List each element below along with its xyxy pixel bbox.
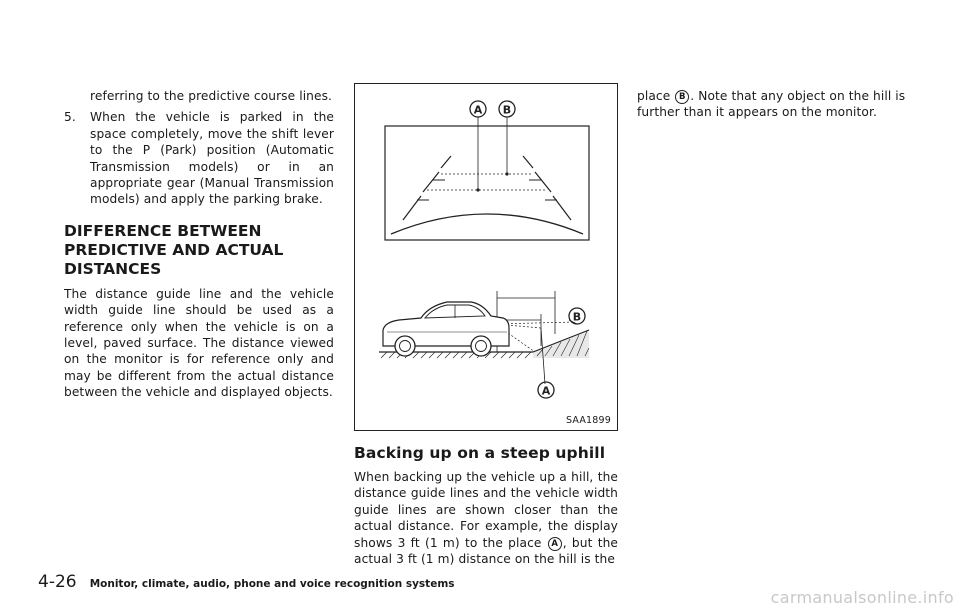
label-a-side-icon — [538, 382, 554, 398]
svg-text:B: B — [572, 310, 582, 324]
svg-text:A: A — [473, 103, 483, 117]
step-5 — [64, 109, 334, 207]
section-body: The distance guide line and the vehicle width guide line should be used as a reference only when the vehicle is on a level, paved surface. The distance viewed on the monitor is for reference only and may be different from the actual distance between the vehicle and displayed objects. — [64, 286, 334, 400]
uphill-body-part2: , but the actual 3 ft (1 m) distance on the hill is the — [354, 535, 619, 567]
left-column — [64, 88, 334, 401]
label-a-top-icon — [470, 101, 486, 117]
right-body-part1: place — [637, 89, 671, 103]
marker-a-icon: A — [548, 537, 562, 551]
footer-section-title: Monitor, climate, audio, phone and voice recognition systems — [89, 578, 455, 590]
front-wheel — [395, 336, 415, 356]
middle-column — [354, 444, 618, 567]
right-column — [637, 88, 909, 121]
right-body-part2: . Note that any object on the hill is further than it appears on the monitor. — [637, 89, 906, 120]
figure-backing-uphill — [354, 83, 618, 431]
label-b-side-icon — [569, 308, 585, 324]
section-heading: DIFFERENCE BETWEEN PREDICTIVE AND ACTUAL DISTANCES — [64, 221, 284, 278]
figure-code: SAA1899 — [565, 415, 611, 426]
marker-b-icon: B — [675, 90, 689, 104]
rear-wheel — [471, 336, 491, 356]
uphill-body-part1: When backing up the vehicle up a hill, the distance guide lines and the vehicle width guide lines are shown closer than the actual distance. For example, the display shows 3 ft (1 m) to the place — [354, 470, 618, 550]
monitor-screen — [385, 126, 589, 240]
figure-illustration — [355, 84, 619, 432]
page-footer — [38, 572, 455, 592]
subheading: Backing up on a steep uphill — [354, 444, 606, 462]
page-number: 4-26 — [38, 572, 77, 592]
right-body — [637, 88, 909, 121]
svg-text:A: A — [541, 384, 551, 398]
intro-text: referring to the predictive course lines. — [90, 89, 333, 103]
step-5-text: When the vehicle is parked in the space completely, move the shift lever to the P (Park) position (Automatic Transmission models) or in an appropriate gear (Manual Transmission models) and apply the parking brake. — [90, 110, 334, 207]
svg-text:B: B — [502, 103, 512, 117]
label-b-top-icon — [499, 101, 515, 117]
uphill-body — [354, 469, 618, 567]
watermark: carmanualsonline.info — [770, 588, 954, 607]
step-5-number: 5. — [64, 110, 76, 125]
